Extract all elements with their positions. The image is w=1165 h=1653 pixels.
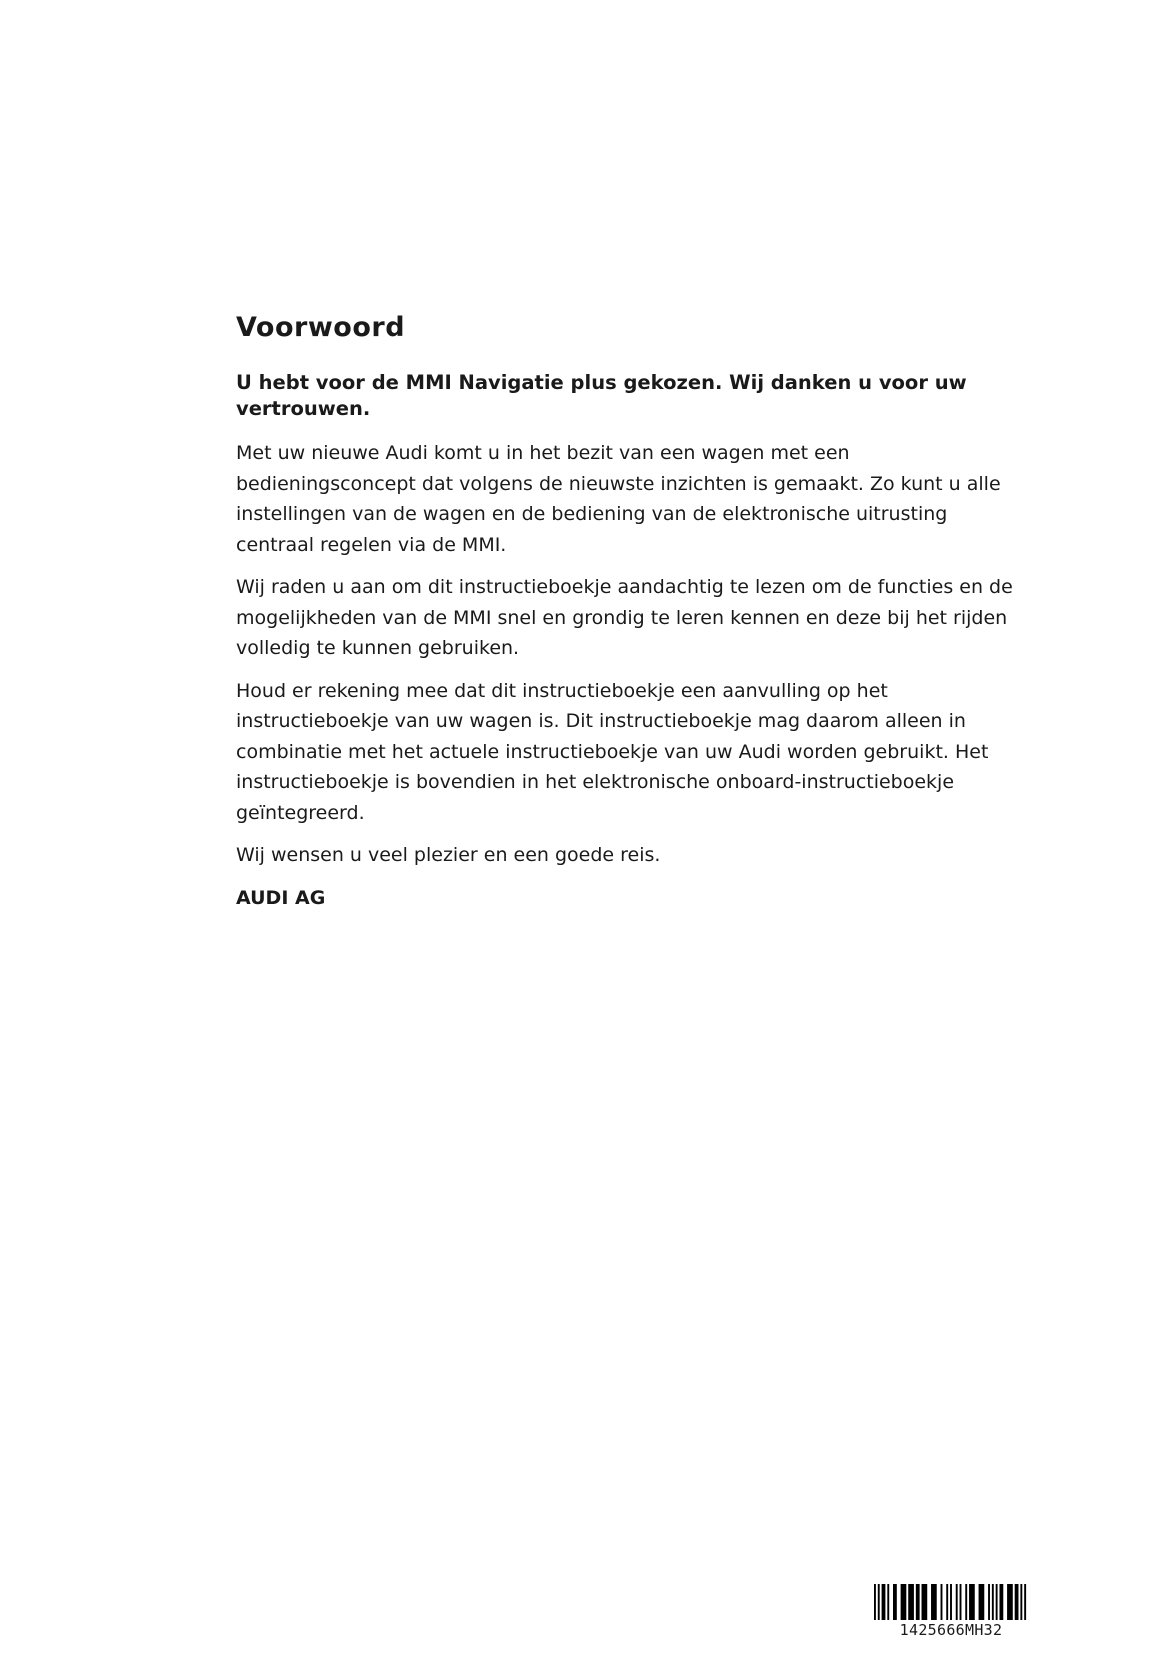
barcode-bar (979, 1584, 985, 1620)
barcode-bar (950, 1584, 952, 1620)
barcode-bar (878, 1584, 880, 1620)
barcode-bar (992, 1584, 994, 1620)
barcode-bar (916, 1584, 920, 1620)
body-paragraph-3: Houd er rekening mee dat dit instructieboekje een aanvulling op het instructieboekje van uw wagen is. Dit instructieboekje mag daarom alleen in combinatie met het actuele instructieboekje van uw Audi worden gebruikt. Het instructieboekje is bovendien in het elektronische onboard-instructieboekje geïntegreerd. (236, 679, 989, 824)
barcode-bar (922, 1584, 928, 1620)
barcode-bar (996, 1584, 998, 1620)
barcode-bar (941, 1584, 943, 1620)
barcode-bar (1024, 1584, 1026, 1620)
body-paragraph-4: Wij wensen u veel plezier en een goede reis. (236, 844, 661, 866)
barcode-block (874, 1584, 1028, 1639)
barcode-bar (887, 1584, 889, 1620)
barcode-bar (956, 1584, 958, 1620)
signature: AUDI AG (236, 886, 326, 909)
barcode-bar (969, 1584, 975, 1620)
barcode-bar (893, 1584, 897, 1620)
barcode-bar (882, 1584, 886, 1620)
barcode-bar (901, 1584, 907, 1620)
barcode-bar (1007, 1584, 1013, 1620)
barcode-bar (1020, 1584, 1022, 1620)
lead-paragraph: U hebt voor de MMI Navigatie plus gekozen. Wij danken u voor uw vertrouwen. (236, 371, 967, 420)
body-paragraph-1: Met uw nieuwe Audi komt u in het bezit van een wagen met een bedieningsconcept dat volgens de nieuwste inzichten is gemaakt. Zo kunt u alle instellingen van de wagen en de bediening van de elektronische uitrusting centraal regelen via de MMI. (236, 442, 1001, 556)
barcode-bar (946, 1584, 948, 1620)
barcode-bar (988, 1584, 990, 1620)
barcode-bar (965, 1584, 967, 1620)
body-paragraph-2: Wij raden u aan om dit instructieboekje aandachtig te lezen om de functies en de mogelijkheden van de MMI snel en grondig te leren kennen en deze bij het rijden volledig te kunnen gebruiken. (236, 576, 1013, 659)
barcode-bar (908, 1584, 914, 1620)
barcode-bar (874, 1584, 876, 1620)
page-title: Voorwoord (236, 312, 406, 343)
barcode-bar (999, 1584, 1003, 1620)
barcode-bar (931, 1584, 937, 1620)
barcode-bar (1015, 1584, 1019, 1620)
barcode-bar (960, 1584, 962, 1620)
document-body (236, 310, 1016, 913)
barcode-number: 1425666MH32 (899, 1621, 1003, 1639)
barcode-icon (874, 1584, 1028, 1620)
